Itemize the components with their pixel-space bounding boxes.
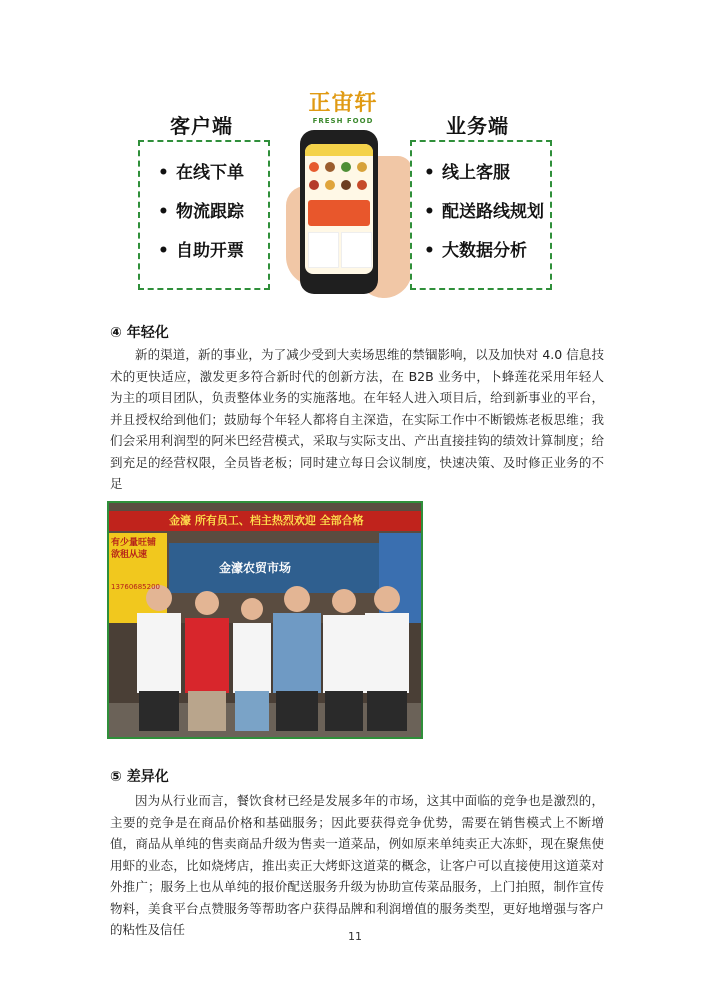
logo-subtitle: FRESH FOOD (312, 117, 374, 125)
infographic (130, 82, 570, 302)
client-title: 客户端 (170, 114, 233, 138)
phone-illustration (286, 126, 412, 298)
section4-paragraph (110, 344, 604, 495)
app-category-row (309, 162, 369, 176)
app-product-card (308, 232, 339, 268)
app-product-card (341, 232, 372, 268)
photo-left-sign: 有少量旺铺 欲租从速 (111, 538, 157, 560)
business-item: • 大数据分析 (424, 241, 527, 261)
client-item: • 物流跟踪 (158, 202, 244, 222)
category-icon (309, 180, 319, 190)
business-title: 业务端 (446, 114, 509, 138)
client-item: • 在线下单 (158, 163, 244, 183)
category-icon (357, 162, 367, 172)
photo-banner: 金濠 所有员工、档主热烈欢迎 全部合格 (169, 514, 364, 527)
category-icon (325, 180, 335, 190)
photo-market-sign: 金濠农贸市场 (219, 561, 292, 575)
client-item: • 自助开票 (158, 241, 244, 261)
category-icon (341, 180, 351, 190)
smartphone (300, 130, 378, 294)
client-box (138, 140, 270, 290)
business-box (410, 140, 552, 290)
app-promo-banner (308, 200, 370, 226)
business-item: • 配送路线规划 (424, 202, 544, 222)
page-number: 11 (348, 930, 362, 943)
app-category-row (309, 180, 369, 194)
photo-phone-number: 13760685200 (111, 583, 160, 591)
section5-paragraph (110, 790, 604, 941)
team-photo (107, 501, 423, 739)
section5-text: 因为从行业而言，餐饮食材已经是发展多年的市场，这其中面临的竞争也是激烈的，主要的竞争是在商品价格和基础服务；因此要获得竞争优势，需要在销售模式上不断增值，商品从单纯的售卖商品升级为售卖一道菜品，例如原来单纯卖正大冻虾，现在聚焦使用虾的业态，比如烧烤店，推出卖正大烤虾这道菜的概念，让客户可以直接使用这道菜对外推广；服务上也从单纯的报价配送服务升级为协助宣传菜品服务，上门拍照，制作宣传物料，美食平台点赞服务等帮助客户获得品牌和利润增值的服务类型，更好地增强与客户的粘性及信任 (110, 793, 604, 937)
section4-text: 新的渠道，新的事业，为了减少受到大卖场思维的禁锢影响，以及加快对 4.0 信息技术的更快适应，激发更多符合新时代的创新方法，在 B2B 业务中，卜蜂莲花采用年轻人为主的项目团队，负责整体业务的实施落地。在年轻人进入项目后，给到新事业的平台，并且授权给到他们；鼓励每个年轻人都将自主深造，在实际工作中不断锻炼老板思维；我们会采用利润型的阿米巴经营模式，采取与实际支出、产出直接挂钩的绩效计算制度；给到充足的经营权限，全员皆老板；同时建立每日会议制度，快速决策、及时修正业务的不足 (110, 347, 604, 491)
category-icon (341, 162, 351, 172)
section4-heading: ④ 年轻化 (110, 325, 169, 341)
category-icon (357, 180, 367, 190)
app-screen (305, 144, 373, 274)
category-icon (325, 162, 335, 172)
section5-heading: ⑤ 差异化 (110, 769, 169, 785)
app-header (305, 144, 373, 156)
business-item: • 线上客服 (424, 163, 510, 183)
category-icon (309, 162, 319, 172)
logo-text: 正宙轩 (308, 91, 378, 116)
brand-logo (308, 86, 378, 125)
